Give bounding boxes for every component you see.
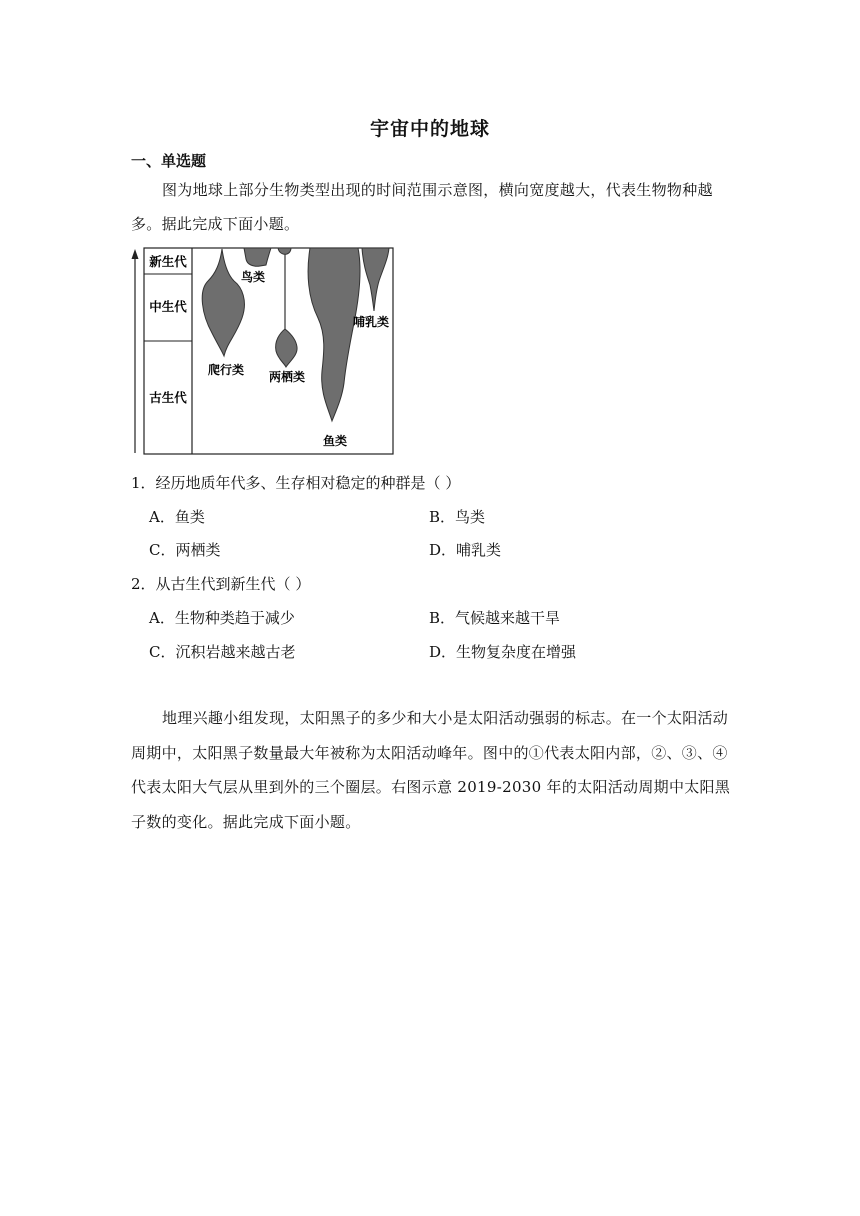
label-bird: 鸟类 [240,270,266,284]
era-label-cenozoic: 新生代 [149,254,187,269]
amphibian-shape [276,329,297,367]
question-1-stem: 1．经历地质年代多、生存相对稳定的种群是（ ） [131,474,461,492]
q1-option-d: D．哺乳类 [429,541,502,559]
q1-option-a: A．鱼类 [149,508,205,526]
top-blob-shape [278,248,291,254]
q1-option-b: B．鸟类 [429,508,486,526]
question-2-stem: 2．从古生代到新生代（ ） [131,575,311,593]
label-reptile: 爬行类 [207,363,245,377]
bird-shape [244,248,271,266]
label-fish: 鱼类 [322,434,348,448]
label-amphibian: 两栖类 [268,370,306,384]
label-mammal: 哺乳类 [352,315,390,329]
question-intro: 图为地球上部分生物类型出现的时间范围示意图，横向宽度越大，代表生物物种越多。据此完成下面小题。 [131,181,713,233]
q2-option-d: D．生物复杂度在增强 [429,643,577,661]
q2-option-a: A．生物种类趋于减少 [149,609,295,627]
era-label-paleozoic: 古生代 [149,390,187,405]
geologic-time-figure [130,243,396,457]
fish-shape [308,248,360,421]
page-title: 宇宙中的地球 [369,118,490,140]
q1-option-c: C．两栖类 [149,541,221,559]
q2-option-b: B．气候越来越干旱 [429,609,561,627]
mammal-shape [362,248,389,311]
question-intro-2: 地理兴趣小组发现，太阳黑子的多少和大小是太阳活动强弱的标志。在一个太阳活动周期中，太阳黑子数量最大年被称为太阳活动峰年。图中的①代表太阳内部，②、③、④代表太阳大气层从里到外的三个圈层。右图示意 2019-2030 年的太阳活动周期中太阳黑子数的变化。据此完成下面小题。 [131,709,731,831]
q2-option-c: C．沉积岩越来越古老 [149,643,296,661]
time-arrow-head [132,249,139,259]
reptile-shape [202,249,244,356]
section-heading: 一、单选题 [131,152,207,170]
era-label-mesozoic: 中生代 [149,299,187,314]
